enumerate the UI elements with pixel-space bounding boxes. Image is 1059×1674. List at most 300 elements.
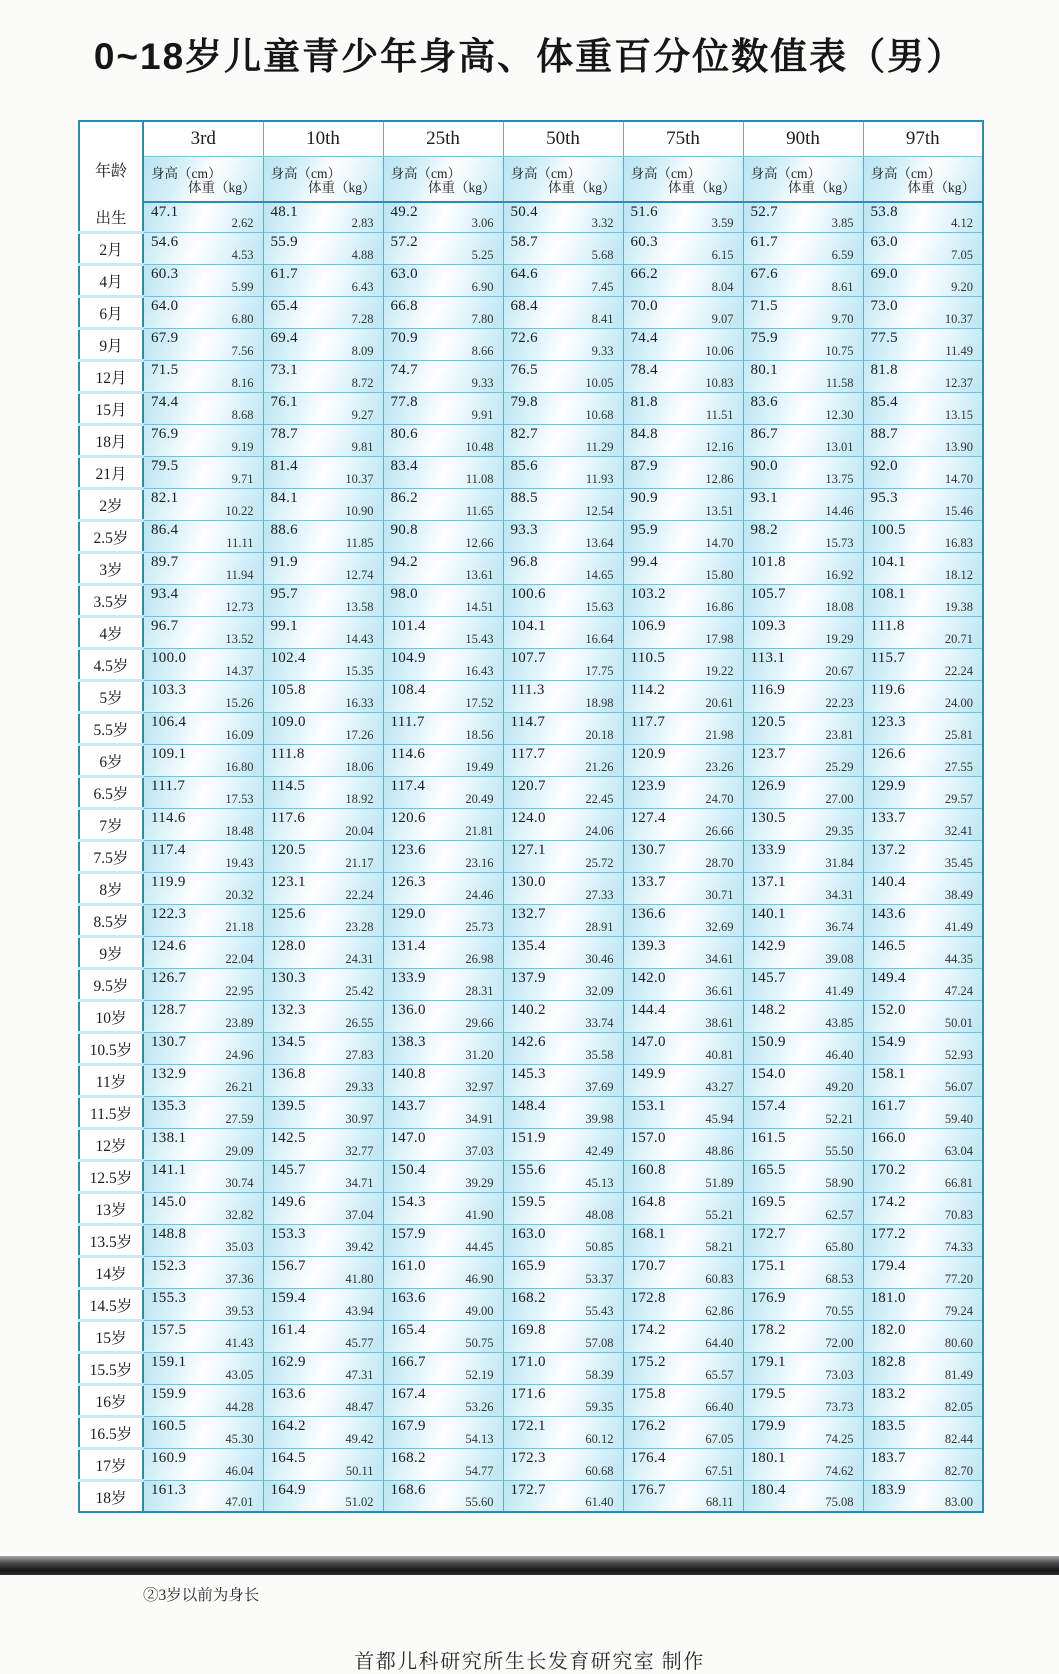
weight-value: 19.38 bbox=[944, 600, 973, 614]
height-value: 148.4 bbox=[510, 1098, 546, 1114]
weight-value: 59.35 bbox=[585, 1400, 614, 1414]
height-value: 105.8 bbox=[270, 682, 306, 698]
age-cell: 2月 bbox=[79, 233, 143, 265]
height-weight-cell bbox=[263, 425, 383, 457]
height-weight-cell bbox=[383, 553, 503, 585]
height-weight-cell bbox=[263, 969, 383, 1001]
height-weight-cell bbox=[863, 1097, 983, 1129]
weight-value: 17.53 bbox=[225, 792, 254, 806]
height-value: 109.3 bbox=[750, 618, 786, 634]
height-weight-cell bbox=[263, 841, 383, 873]
height-weight-cell bbox=[743, 457, 863, 489]
height-weight-cell bbox=[503, 1289, 623, 1321]
age-cell: 11岁 bbox=[79, 1065, 143, 1097]
table-row bbox=[79, 1257, 983, 1289]
height-weight-cell bbox=[863, 777, 983, 809]
weight-value: 6.59 bbox=[831, 248, 854, 262]
height-value: 102.4 bbox=[270, 650, 306, 666]
height-value: 130.7 bbox=[630, 842, 666, 858]
weight-value: 45.13 bbox=[585, 1176, 614, 1190]
height-value: 172.1 bbox=[510, 1418, 546, 1434]
unit-header-cell bbox=[863, 157, 983, 203]
height-weight-cell bbox=[623, 425, 743, 457]
height-value: 172.7 bbox=[750, 1226, 786, 1242]
height-value: 148.2 bbox=[750, 1002, 786, 1018]
height-value: 130.3 bbox=[270, 970, 306, 986]
height-weight-cell bbox=[143, 617, 263, 649]
height-value: 127.4 bbox=[630, 810, 666, 826]
height-weight-cell bbox=[863, 585, 983, 617]
height-unit-label: 身高（cm） bbox=[870, 166, 941, 181]
weight-value: 17.75 bbox=[585, 664, 614, 678]
weight-value: 12.74 bbox=[345, 568, 374, 582]
age-cell: 17岁 bbox=[79, 1449, 143, 1481]
height-weight-cell bbox=[383, 425, 503, 457]
height-weight-cell bbox=[863, 489, 983, 521]
weight-value: 4.53 bbox=[231, 248, 254, 262]
height-value: 60.3 bbox=[630, 234, 658, 250]
weight-value: 29.35 bbox=[825, 824, 854, 838]
height-value: 58.7 bbox=[510, 234, 538, 250]
note-item-2: ②3岁以前为身长 bbox=[143, 1587, 260, 1605]
weight-value: 8.72 bbox=[351, 376, 374, 390]
age-cell: 7岁 bbox=[79, 809, 143, 841]
height-weight-cell bbox=[263, 233, 383, 265]
weight-value: 60.12 bbox=[585, 1432, 614, 1446]
weight-value: 46.04 bbox=[225, 1464, 254, 1478]
weight-value: 12.54 bbox=[585, 504, 614, 518]
height-weight-cell bbox=[623, 937, 743, 969]
height-weight-cell bbox=[623, 1481, 743, 1513]
weight-value: 11.29 bbox=[585, 440, 614, 454]
height-weight-cell bbox=[623, 1129, 743, 1161]
height-weight-cell bbox=[383, 1001, 503, 1033]
height-value: 161.7 bbox=[870, 1098, 906, 1114]
weight-value: 20.61 bbox=[705, 696, 734, 710]
percentile-header-90th: 90th bbox=[743, 121, 863, 157]
age-cell: 16岁 bbox=[79, 1385, 143, 1417]
weight-value: 63.04 bbox=[944, 1144, 973, 1158]
weight-value: 53.37 bbox=[585, 1272, 614, 1286]
weight-value: 13.90 bbox=[944, 440, 973, 454]
height-weight-cell bbox=[143, 1225, 263, 1257]
height-weight-cell bbox=[863, 1161, 983, 1193]
weight-value: 48.47 bbox=[345, 1400, 374, 1414]
height-value: 63.0 bbox=[870, 234, 898, 250]
weight-value: 51.89 bbox=[705, 1176, 734, 1190]
weight-value: 46.90 bbox=[465, 1272, 494, 1286]
weight-value: 22.24 bbox=[944, 664, 973, 678]
height-value: 98.2 bbox=[750, 522, 778, 538]
height-value: 95.3 bbox=[870, 490, 898, 506]
height-value: 81.4 bbox=[270, 458, 298, 474]
weight-value: 21.26 bbox=[585, 760, 614, 774]
weight-value: 10.48 bbox=[465, 440, 494, 454]
weight-value: 31.20 bbox=[465, 1048, 494, 1062]
height-value: 114.6 bbox=[151, 810, 186, 826]
weight-value: 8.61 bbox=[831, 280, 854, 294]
height-weight-cell bbox=[863, 905, 983, 937]
weight-value: 16.43 bbox=[465, 664, 494, 678]
weight-value: 23.16 bbox=[465, 856, 494, 870]
height-value: 132.7 bbox=[510, 906, 546, 922]
height-weight-cell bbox=[503, 1225, 623, 1257]
height-weight-cell bbox=[383, 489, 503, 521]
height-value: 106.9 bbox=[630, 618, 666, 634]
weight-value: 25.29 bbox=[825, 760, 854, 774]
height-weight-cell bbox=[503, 393, 623, 425]
age-cell: 出生 bbox=[79, 202, 143, 233]
weight-value: 68.11 bbox=[705, 1495, 734, 1509]
height-value: 60.3 bbox=[151, 266, 179, 282]
height-weight-cell bbox=[383, 777, 503, 809]
height-weight-cell bbox=[143, 681, 263, 713]
height-weight-cell bbox=[743, 1129, 863, 1161]
weight-value: 37.36 bbox=[225, 1272, 254, 1286]
weight-value: 67.05 bbox=[705, 1432, 734, 1446]
height-value: 111.7 bbox=[390, 714, 425, 730]
height-value: 136.8 bbox=[270, 1066, 306, 1082]
height-value: 95.9 bbox=[630, 522, 658, 538]
weight-value: 5.68 bbox=[591, 248, 614, 262]
weight-unit-label: 体重（kg） bbox=[788, 180, 856, 195]
weight-value: 20.32 bbox=[225, 888, 254, 902]
height-weight-cell bbox=[503, 265, 623, 297]
percentile-header-row bbox=[79, 121, 983, 157]
height-weight-cell bbox=[263, 937, 383, 969]
height-value: 175.1 bbox=[750, 1258, 786, 1274]
weight-value: 61.40 bbox=[585, 1495, 614, 1509]
height-weight-cell bbox=[143, 649, 263, 681]
height-weight-cell bbox=[623, 457, 743, 489]
height-weight-cell bbox=[863, 1129, 983, 1161]
height-weight-cell bbox=[143, 361, 263, 393]
height-weight-cell bbox=[263, 1129, 383, 1161]
height-weight-cell bbox=[503, 937, 623, 969]
height-value: 114.5 bbox=[270, 778, 306, 794]
height-value: 110.5 bbox=[630, 650, 666, 666]
age-cell: 5.5岁 bbox=[79, 713, 143, 745]
height-weight-cell bbox=[743, 873, 863, 905]
table-row bbox=[79, 265, 983, 297]
percentile-header-3rd: 3rd bbox=[143, 121, 263, 157]
height-value: 176.9 bbox=[750, 1290, 786, 1306]
weight-value: 66.40 bbox=[705, 1400, 734, 1414]
weight-value: 44.35 bbox=[944, 952, 973, 966]
table-row bbox=[79, 1449, 983, 1481]
height-weight-cell bbox=[143, 1449, 263, 1481]
weight-value: 15.46 bbox=[944, 504, 973, 518]
height-weight-cell bbox=[143, 1033, 263, 1065]
height-weight-cell bbox=[623, 1193, 743, 1225]
height-weight-cell bbox=[383, 745, 503, 777]
height-value: 138.3 bbox=[390, 1034, 426, 1050]
height-weight-cell bbox=[623, 1065, 743, 1097]
weight-value: 27.00 bbox=[825, 792, 854, 806]
height-weight-cell bbox=[623, 265, 743, 297]
height-value: 77.8 bbox=[390, 394, 418, 410]
weight-value: 14.70 bbox=[944, 472, 973, 486]
weight-value: 20.49 bbox=[465, 792, 494, 806]
height-weight-cell bbox=[503, 585, 623, 617]
height-value: 166.7 bbox=[390, 1354, 426, 1370]
weight-value: 9.71 bbox=[231, 472, 254, 486]
weight-value: 2.62 bbox=[231, 216, 254, 230]
height-value: 71.5 bbox=[750, 298, 778, 314]
age-cell: 15岁 bbox=[79, 1321, 143, 1353]
height-weight-cell bbox=[863, 1321, 983, 1353]
table-row bbox=[79, 425, 983, 457]
weight-value: 15.43 bbox=[465, 632, 494, 646]
height-value: 93.1 bbox=[750, 490, 778, 506]
weight-value: 30.71 bbox=[705, 888, 734, 902]
height-weight-cell bbox=[623, 681, 743, 713]
weight-value: 39.53 bbox=[225, 1304, 254, 1318]
height-value: 133.7 bbox=[870, 810, 906, 826]
table-row bbox=[79, 617, 983, 649]
height-value: 135.4 bbox=[510, 938, 546, 954]
weight-value: 19.43 bbox=[225, 856, 254, 870]
height-value: 147.0 bbox=[630, 1034, 666, 1050]
weight-value: 2.83 bbox=[351, 216, 374, 230]
height-weight-cell bbox=[623, 649, 743, 681]
weight-value: 77.20 bbox=[944, 1272, 973, 1286]
height-value: 48.1 bbox=[270, 204, 298, 220]
weight-value: 11.11 bbox=[226, 536, 254, 550]
weight-value: 26.66 bbox=[705, 824, 734, 838]
table-row bbox=[79, 393, 983, 425]
height-value: 157.5 bbox=[151, 1322, 187, 1338]
weight-value: 11.51 bbox=[705, 408, 734, 422]
height-weight-cell bbox=[503, 745, 623, 777]
height-weight-cell bbox=[623, 617, 743, 649]
weight-value: 40.81 bbox=[705, 1048, 734, 1062]
height-value: 120.7 bbox=[510, 778, 546, 794]
height-value: 179.9 bbox=[750, 1418, 786, 1434]
height-weight-cell bbox=[503, 1161, 623, 1193]
height-value: 131.4 bbox=[390, 938, 426, 954]
weight-value: 7.28 bbox=[351, 312, 374, 326]
height-weight-cell bbox=[743, 1001, 863, 1033]
weight-value: 11.49 bbox=[945, 344, 973, 358]
height-value: 146.5 bbox=[870, 938, 906, 954]
height-weight-cell bbox=[263, 393, 383, 425]
weight-value: 34.71 bbox=[345, 1176, 374, 1190]
height-weight-cell bbox=[503, 361, 623, 393]
weight-value: 55.60 bbox=[465, 1495, 494, 1509]
height-value: 123.9 bbox=[630, 778, 666, 794]
height-value: 71.5 bbox=[151, 362, 179, 378]
height-value: 138.1 bbox=[151, 1130, 187, 1146]
weight-value: 3.06 bbox=[471, 216, 494, 230]
height-value: 133.9 bbox=[750, 842, 786, 858]
height-weight-cell bbox=[143, 1161, 263, 1193]
weight-value: 62.57 bbox=[825, 1208, 854, 1222]
weight-value: 13.61 bbox=[465, 568, 494, 582]
weight-value: 60.83 bbox=[705, 1272, 734, 1286]
height-value: 145.3 bbox=[510, 1066, 546, 1082]
weight-value: 18.98 bbox=[585, 696, 614, 710]
height-value: 90.8 bbox=[390, 522, 418, 538]
height-value: 151.9 bbox=[510, 1130, 546, 1146]
height-value: 142.9 bbox=[750, 938, 786, 954]
height-weight-cell bbox=[263, 1161, 383, 1193]
table-row bbox=[79, 1161, 983, 1193]
height-value: 86.7 bbox=[750, 426, 778, 442]
weight-value: 11.85 bbox=[345, 536, 374, 550]
height-value: 167.4 bbox=[390, 1386, 426, 1402]
weight-value: 16.83 bbox=[944, 536, 973, 550]
height-value: 96.8 bbox=[510, 554, 538, 570]
height-weight-cell bbox=[743, 489, 863, 521]
height-weight-cell bbox=[503, 553, 623, 585]
height-weight-cell bbox=[143, 521, 263, 553]
age-cell: 9岁 bbox=[79, 937, 143, 969]
height-value: 104.1 bbox=[870, 554, 906, 570]
height-value: 61.7 bbox=[270, 266, 298, 282]
table-row bbox=[79, 457, 983, 489]
weight-value: 35.03 bbox=[225, 1240, 254, 1254]
height-value: 119.9 bbox=[151, 874, 186, 890]
height-value: 170.2 bbox=[870, 1162, 906, 1178]
weight-unit-label: 体重（kg） bbox=[188, 180, 256, 195]
height-value: 89.7 bbox=[151, 554, 179, 570]
height-weight-cell bbox=[263, 713, 383, 745]
weight-value: 41.49 bbox=[825, 984, 854, 998]
height-value: 142.5 bbox=[270, 1130, 306, 1146]
height-unit-label: 身高（cm） bbox=[151, 166, 222, 181]
height-weight-cell bbox=[143, 1257, 263, 1289]
height-value: 101.8 bbox=[750, 554, 786, 570]
height-value: 69.4 bbox=[270, 330, 298, 346]
height-weight-cell bbox=[863, 1257, 983, 1289]
height-weight-cell bbox=[383, 1449, 503, 1481]
height-weight-cell bbox=[623, 745, 743, 777]
height-weight-cell bbox=[743, 553, 863, 585]
height-value: 140.1 bbox=[750, 906, 786, 922]
height-weight-cell bbox=[863, 553, 983, 585]
weight-value: 14.46 bbox=[825, 504, 854, 518]
table-row bbox=[79, 1097, 983, 1129]
height-value: 111.8 bbox=[270, 746, 305, 762]
height-weight-cell bbox=[383, 713, 503, 745]
height-value: 73.0 bbox=[870, 298, 898, 314]
height-weight-cell bbox=[143, 713, 263, 745]
height-value: 73.1 bbox=[270, 362, 298, 378]
weight-value: 18.56 bbox=[465, 728, 494, 742]
height-weight-cell bbox=[263, 1321, 383, 1353]
height-value: 83.4 bbox=[390, 458, 418, 474]
weight-value: 53.26 bbox=[465, 1400, 494, 1414]
weight-unit-label: 体重（kg） bbox=[428, 180, 496, 195]
height-weight-cell bbox=[623, 777, 743, 809]
height-value: 145.0 bbox=[151, 1194, 187, 1210]
height-value: 132.3 bbox=[270, 1002, 306, 1018]
weight-value: 6.80 bbox=[231, 312, 254, 326]
height-value: 142.0 bbox=[630, 970, 666, 986]
height-value: 126.7 bbox=[151, 970, 187, 986]
height-value: 161.4 bbox=[270, 1322, 306, 1338]
height-weight-cell bbox=[383, 905, 503, 937]
height-weight-cell bbox=[263, 521, 383, 553]
weight-value: 43.85 bbox=[825, 1016, 854, 1030]
height-weight-cell bbox=[623, 1417, 743, 1449]
height-value: 69.0 bbox=[870, 266, 898, 282]
height-weight-cell bbox=[503, 1385, 623, 1417]
height-value: 164.8 bbox=[630, 1194, 666, 1210]
age-cell: 12岁 bbox=[79, 1129, 143, 1161]
weight-value: 65.80 bbox=[825, 1240, 854, 1254]
height-value: 148.8 bbox=[151, 1226, 187, 1242]
weight-value: 9.91 bbox=[471, 408, 494, 422]
height-value: 114.6 bbox=[390, 746, 426, 762]
weight-value: 14.51 bbox=[465, 600, 494, 614]
height-value: 55.9 bbox=[270, 234, 298, 250]
weight-value: 24.06 bbox=[585, 824, 614, 838]
height-value: 106.4 bbox=[151, 714, 187, 730]
height-value: 132.9 bbox=[151, 1066, 187, 1082]
page-title: 0~18岁儿童青少年身高、体重百分位数值表（男） bbox=[93, 36, 966, 77]
height-weight-cell bbox=[503, 233, 623, 265]
weight-value: 24.31 bbox=[345, 952, 374, 966]
weight-value: 38.49 bbox=[944, 888, 973, 902]
height-weight-cell bbox=[143, 1065, 263, 1097]
height-weight-cell bbox=[383, 681, 503, 713]
height-value: 179.4 bbox=[870, 1258, 906, 1274]
height-value: 108.4 bbox=[390, 682, 426, 698]
weight-value: 29.09 bbox=[225, 1144, 254, 1158]
height-weight-cell bbox=[383, 202, 503, 233]
height-value: 169.8 bbox=[510, 1322, 546, 1338]
percentile-header-75th: 75th bbox=[623, 121, 743, 157]
height-weight-cell bbox=[623, 1321, 743, 1353]
height-value: 134.5 bbox=[270, 1034, 306, 1050]
height-value: 175.8 bbox=[630, 1386, 666, 1402]
weight-value: 27.33 bbox=[585, 888, 614, 902]
weight-value: 16.09 bbox=[225, 728, 254, 742]
weight-unit-label: 体重（kg） bbox=[548, 180, 616, 195]
height-weight-cell bbox=[863, 1193, 983, 1225]
height-value: 183.2 bbox=[870, 1386, 906, 1402]
weight-value: 9.33 bbox=[471, 376, 494, 390]
height-weight-cell bbox=[143, 1129, 263, 1161]
height-weight-cell bbox=[143, 1353, 263, 1385]
height-value: 111.8 bbox=[870, 618, 905, 634]
weight-value: 22.23 bbox=[825, 696, 854, 710]
height-value: 171.6 bbox=[510, 1386, 546, 1402]
weight-value: 37.04 bbox=[345, 1208, 374, 1222]
height-weight-cell bbox=[503, 1257, 623, 1289]
height-value: 141.1 bbox=[151, 1162, 187, 1178]
height-value: 90.9 bbox=[630, 490, 658, 506]
height-value: 126.6 bbox=[870, 746, 906, 762]
weight-value: 49.42 bbox=[345, 1432, 374, 1446]
weight-value: 43.27 bbox=[705, 1080, 734, 1094]
height-value: 101.4 bbox=[390, 618, 426, 634]
weight-value: 21.18 bbox=[225, 920, 254, 934]
height-value: 157.9 bbox=[390, 1226, 426, 1242]
height-weight-cell bbox=[743, 521, 863, 553]
weight-value: 3.32 bbox=[591, 216, 614, 230]
height-value: 117.7 bbox=[630, 714, 666, 730]
height-value: 123.6 bbox=[390, 842, 426, 858]
weight-value: 8.68 bbox=[231, 408, 254, 422]
weight-value: 41.49 bbox=[944, 920, 973, 934]
height-value: 53.8 bbox=[870, 204, 898, 220]
weight-value: 18.08 bbox=[825, 600, 854, 614]
height-value: 82.1 bbox=[151, 490, 179, 506]
height-weight-cell bbox=[743, 297, 863, 329]
